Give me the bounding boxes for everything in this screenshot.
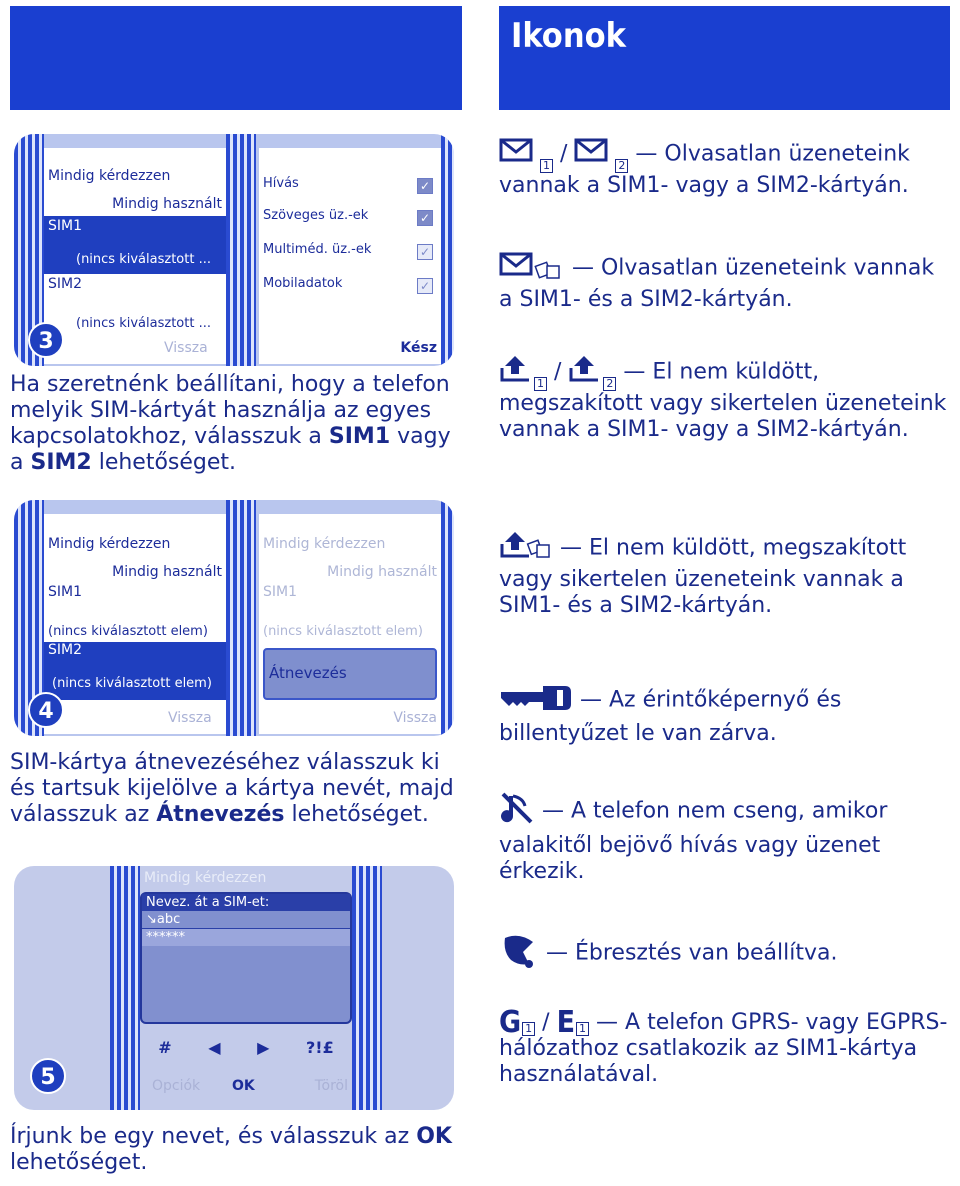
checkbox-checked[interactable]: ✓	[417, 178, 433, 194]
envelope-sim-icon	[574, 136, 614, 173]
list-item[interactable]: SIM1	[48, 584, 83, 600]
step3-text: Ha szeretnénk beállítani, hogy a telefon melyik SIM-kártyát használja az egyes kapcsolatokhoz, válasszuk a SIM1 vagy a SIM2 lehetőséget.	[10, 372, 451, 475]
list-item: SIM1	[263, 584, 298, 600]
list-item[interactable]: Mindig használt	[112, 564, 222, 580]
name-input[interactable]: ******	[142, 929, 350, 946]
done-softkey[interactable]: Kész	[400, 340, 437, 356]
screen-title: Mindig kérdezzen	[144, 870, 267, 886]
alarm-icon	[499, 930, 539, 977]
silent-icon	[499, 790, 535, 833]
list-item[interactable]: Szöveges üz.-ek	[263, 208, 369, 223]
left-arrow-key[interactable]: ◀	[208, 1038, 221, 1057]
icon-entry-gprs: G 1 / E 1 — A telefon GPRS- vagy EGPRS-hálózathoz csatlakozik az SIM1-kártya használatával.	[499, 1005, 948, 1087]
gprs-icon: G	[499, 1005, 522, 1040]
back-softkey[interactable]: Vissza	[168, 710, 212, 726]
step-badge: 3	[28, 322, 64, 358]
ok-softkey[interactable]: OK	[232, 1078, 255, 1094]
options-softkey[interactable]: Opciók	[152, 1078, 201, 1094]
icon-entry-outbox-sim: 1 / 2 — El nem küldött, megszakított vagy sikertelen üzeneteink vannak a SIM1- vagy a SIM2-kártyán.	[499, 354, 950, 443]
list-item-selected[interactable]	[44, 642, 226, 700]
step-badge: 5	[30, 1058, 66, 1094]
icons-banner	[499, 6, 950, 110]
icon-entry-keylock: — Az érintőképernyő és billentyűzet le van zárva.	[499, 680, 950, 747]
list-item[interactable]: Mindig kérdezzen	[48, 536, 171, 552]
input-mode: ↘abc	[142, 911, 350, 929]
list-item[interactable]: Mobiladatok	[263, 276, 343, 291]
checkbox-checked[interactable]: ✓	[417, 210, 433, 226]
step4-right-screen	[259, 514, 441, 734]
key-icon	[499, 680, 573, 721]
step3-left-screen	[44, 148, 226, 364]
list-item: Mindig kérdezzen	[263, 536, 386, 552]
step4-screenshot	[14, 500, 454, 736]
list-item-selected[interactable]	[44, 216, 226, 274]
rename-dialog	[140, 892, 352, 1024]
delete-softkey[interactable]: Töröl	[314, 1078, 348, 1094]
icon-entry-outbox-both: — El nem küldött, megszakított vagy sikertelen üzeneteink vannak a SIM1- és a SIM2-kártyán.	[499, 530, 950, 619]
right-arrow-key[interactable]: ▶	[257, 1038, 270, 1057]
outbox-sim-icon	[568, 354, 602, 391]
dialog-prompt: Nevez. át a SIM-et:	[142, 894, 350, 911]
list-item[interactable]: Multiméd. üz.-ek	[263, 242, 372, 257]
outbox-both-icon	[499, 530, 553, 567]
list-item-sub: (nincs kiválasztott elem)	[263, 624, 423, 639]
keypad-row	[140, 1038, 352, 1057]
step4-left-screen	[44, 514, 226, 734]
step3-screenshot	[14, 134, 454, 366]
icon-entry-unread-sim: 1 / 2 — Olvasatlan üzeneteink vannak a SIM1- vagy a SIM2-kártyán.	[499, 136, 950, 199]
list-item-label: SIM2	[48, 642, 83, 658]
left-banner	[10, 6, 462, 110]
envelope-both-icon	[499, 250, 565, 287]
list-item-sub: (nincs kiválasztott elem)	[48, 624, 208, 639]
step5-screenshot	[14, 866, 454, 1110]
back-softkey[interactable]: Vissza	[393, 710, 437, 726]
list-item[interactable]: Mindig használt	[112, 196, 222, 212]
outbox-sim-icon	[499, 354, 533, 391]
list-item[interactable]: Mindig kérdezzen	[48, 168, 171, 184]
step5-text: Írjunk be egy nevet, és válasszuk az OK lehetőséget.	[10, 1124, 452, 1175]
list-item-sub: (nincs kiválasztott ...	[76, 252, 211, 267]
list-item-sub: (nincs kiválasztott elem)	[52, 676, 212, 691]
step3-right-screen	[259, 148, 441, 364]
list-item[interactable]: Hívás	[263, 176, 299, 191]
egprs-icon: E	[556, 1005, 576, 1040]
back-softkey[interactable]: Vissza	[164, 340, 208, 356]
envelope-sim-icon	[499, 136, 539, 173]
icon-entry-silent: — A telefon nem cseng, amikor valakitől bejövő hívás vagy üzenet érkezik.	[499, 790, 950, 885]
step4-text: SIM-kártya átnevezéséhez válasszuk ki és tartsuk kijelölve a kártya nevét, majd válasszuk az Átnevezés lehetőséget.	[10, 750, 454, 827]
list-item: Mindig használt	[327, 564, 437, 580]
list-item-sub: (nincs kiválasztott ...	[76, 316, 211, 331]
icons-title: Ikonok	[511, 16, 626, 56]
step5-screen	[140, 866, 352, 1110]
checkbox-checked[interactable]: ✓	[417, 244, 433, 260]
hash-key[interactable]: #	[158, 1038, 172, 1057]
symbols-key[interactable]: ?!£	[306, 1038, 334, 1057]
step-badge: 4	[28, 692, 64, 728]
icon-entry-unread-both: — Olvasatlan üzeneteink vannak a SIM1- és a SIM2-kártyán.	[499, 250, 950, 313]
rename-popup-option[interactable]: Átnevezés	[263, 648, 437, 700]
checkbox-checked[interactable]: ✓	[417, 278, 433, 294]
icon-entry-alarm: — Ébresztés van beállítva.	[499, 930, 950, 977]
list-item[interactable]: SIM2	[48, 276, 83, 292]
pen-icon: ↘	[146, 912, 157, 927]
list-item-label: SIM1	[48, 218, 83, 234]
